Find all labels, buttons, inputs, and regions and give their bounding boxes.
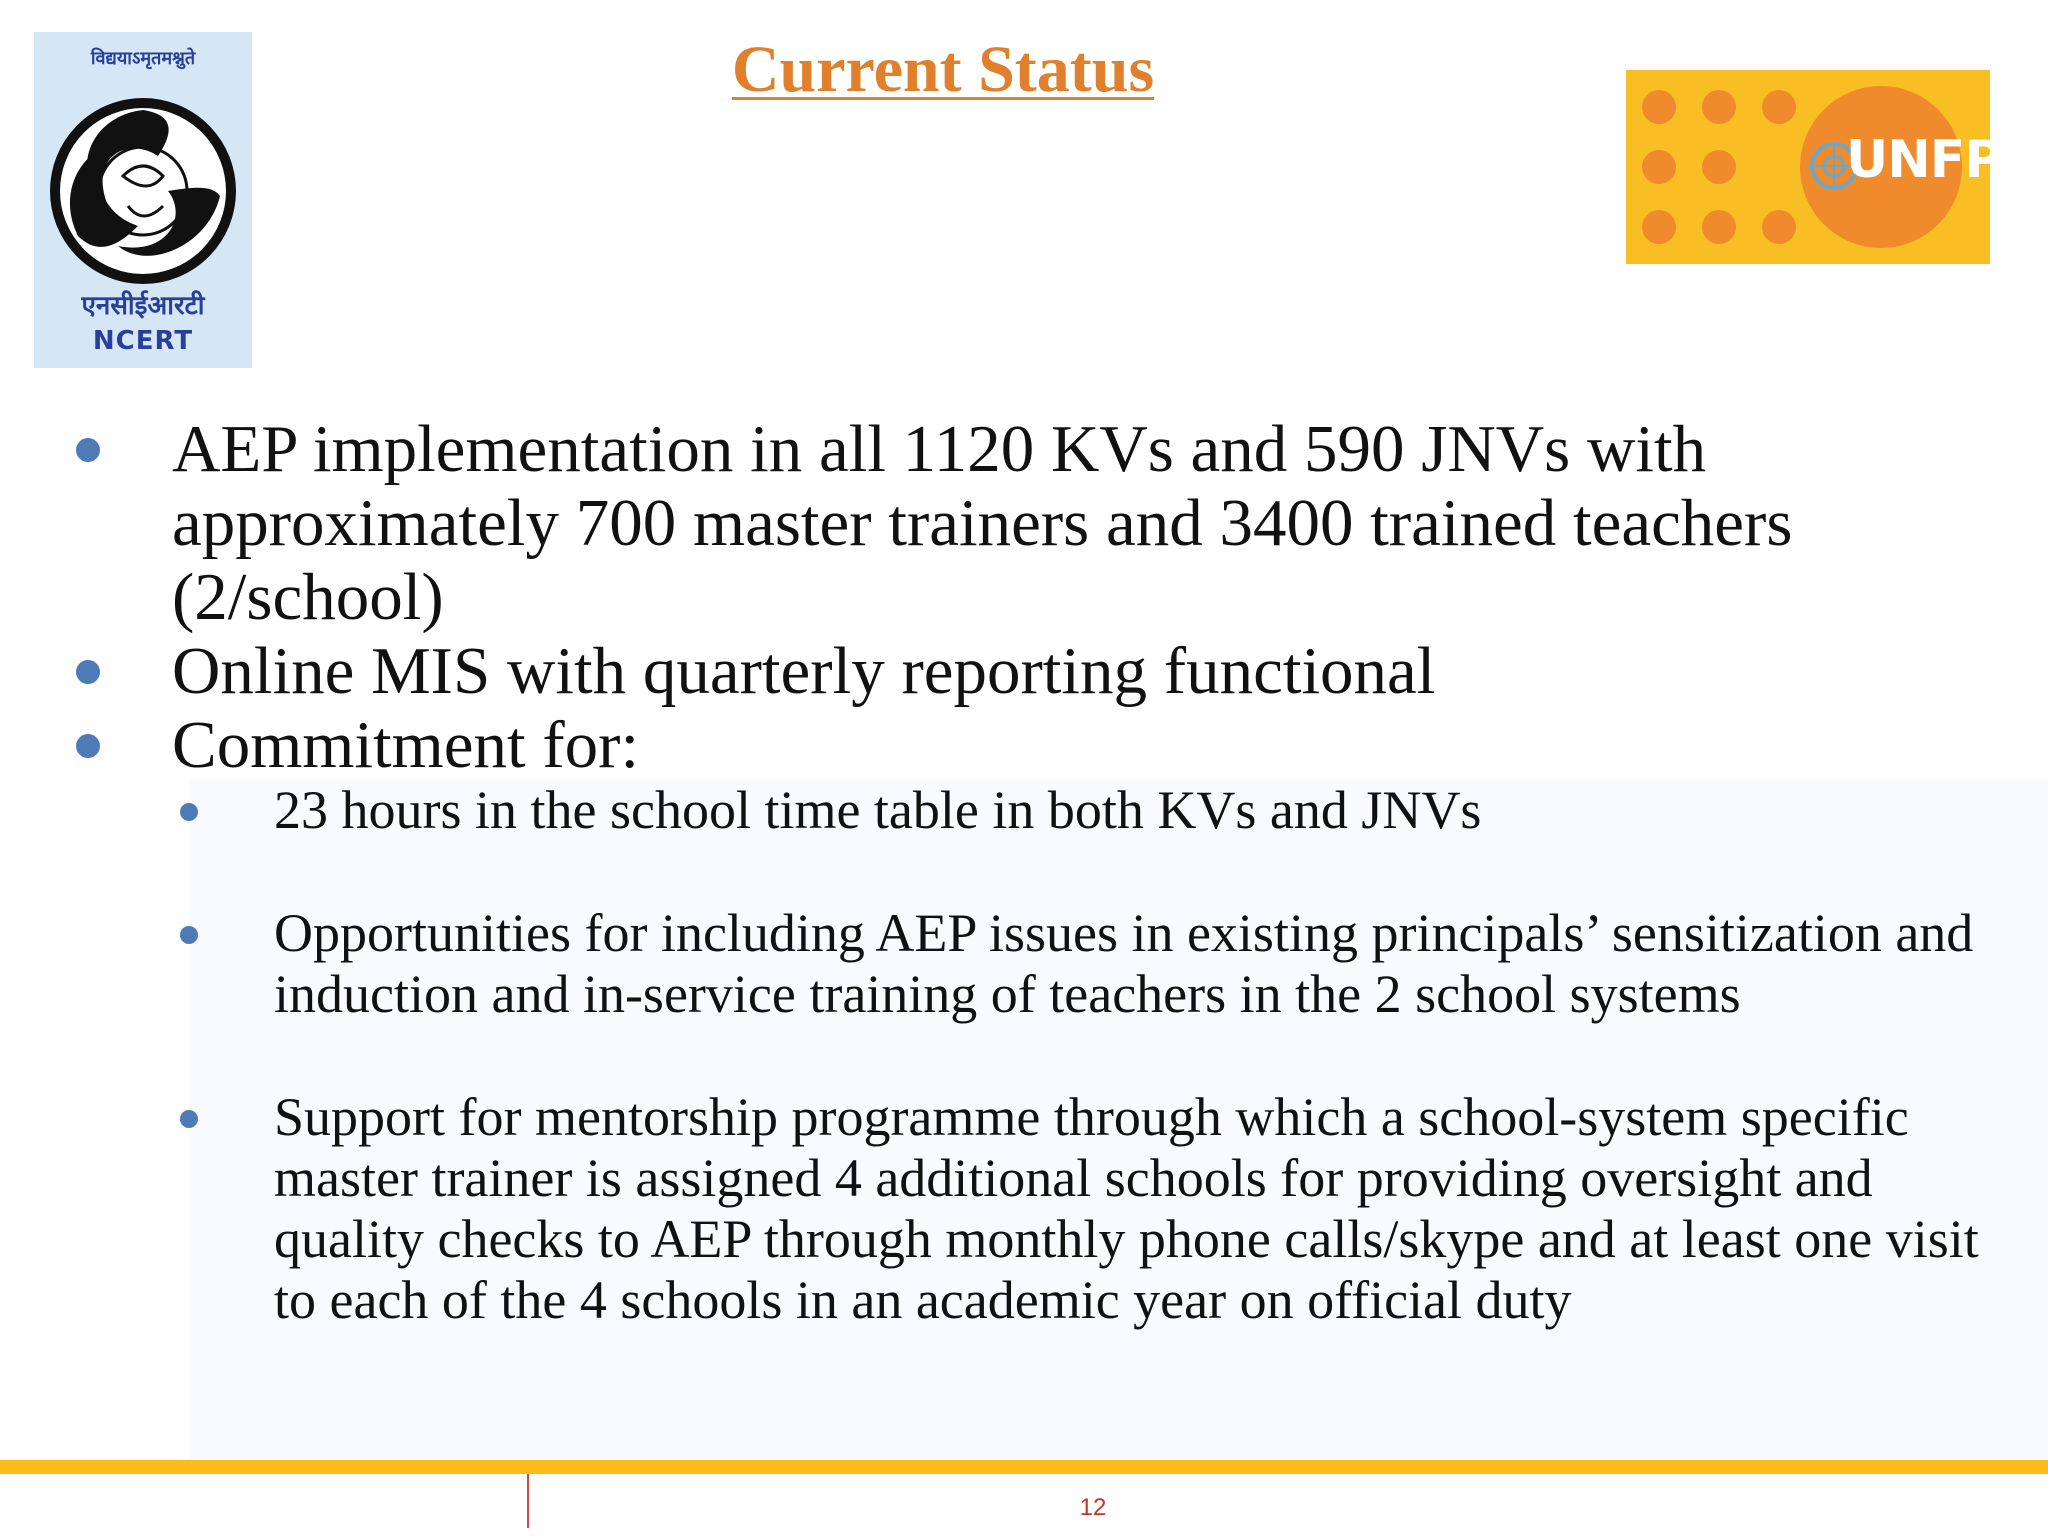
unfpa-logo xyxy=(1626,70,2036,264)
logo-dot xyxy=(1762,210,1796,244)
bullet-dot-icon xyxy=(76,660,100,684)
unfpa-name: UNFPA xyxy=(1846,130,2036,190)
logo-dot xyxy=(1702,150,1736,184)
logo-dot xyxy=(1642,150,1676,184)
bullet-item xyxy=(0,708,2048,782)
ncert-motto: विद्ययाऽमृतमश्नुते xyxy=(90,48,196,69)
footer-bar xyxy=(0,1460,2048,1474)
bullet-item xyxy=(0,634,2048,708)
sub-bullet-text: Support for mentorship programme through which a school-system specific master trainer is assigned 4 additional schools for providing oversight and quality checks to AEP through monthly phone calls/skype and at least one visit to each of the 4 schools in an academic year on official duty xyxy=(274,1087,1979,1330)
logo-dot xyxy=(1702,90,1736,124)
slide-title: Current Status xyxy=(731,33,1155,106)
logo-dot xyxy=(1762,90,1796,124)
sub-bullet-text: Opportunities for including AEP issues in existing principals’ sensitization and induction and in-service training of teachers in the 2 school systems xyxy=(274,903,1974,1024)
sub-bullet-item xyxy=(0,780,2048,841)
bullet-item xyxy=(0,412,2048,634)
footer-divider xyxy=(527,1474,529,1528)
sub-bullet-text: 23 hours in the school time table in both KVs and JNVs xyxy=(274,780,1482,840)
bullet-dot-icon xyxy=(180,1110,198,1128)
ncert-logo xyxy=(34,32,252,368)
bullet-dot-icon xyxy=(76,734,100,758)
bullet-dot-icon xyxy=(76,438,100,462)
logo-dot xyxy=(1702,210,1736,244)
sub-bullet-item xyxy=(0,903,2048,1025)
bullet-text: AEP implementation in all 1120 KVs and 590 JNVs with approximately 700 master trainers and 3400 trained teachers (2/school) xyxy=(172,412,1793,634)
logo-dot xyxy=(1642,210,1676,244)
ncert-hindi-name: एनसीईआरटी xyxy=(81,291,205,321)
bullet-text: Online MIS with quarterly reporting functional xyxy=(172,634,1436,708)
logo-dot xyxy=(1642,90,1676,124)
main-bullet-list xyxy=(0,412,2048,782)
bullet-dot-icon xyxy=(180,803,198,821)
sub-bullet-item xyxy=(0,1087,2048,1331)
ncert-emblem-icon xyxy=(48,96,238,286)
ncert-name: NCERT xyxy=(92,326,194,356)
bullet-text: Commitment for: xyxy=(172,708,640,782)
page-number: 12 xyxy=(1079,1494,1107,1521)
bullet-dot-icon xyxy=(180,926,198,944)
sub-bullet-list xyxy=(0,780,2048,1331)
